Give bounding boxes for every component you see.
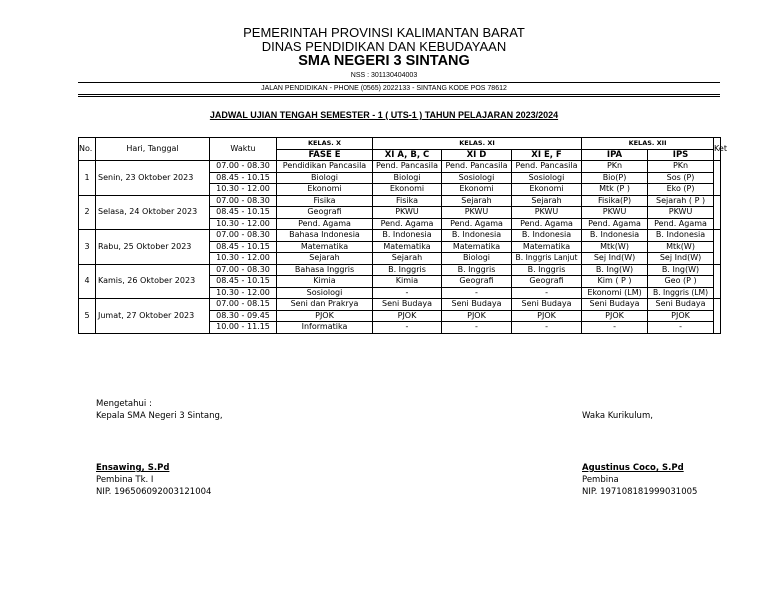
column-header-xi-ef: XI E, F <box>512 149 582 161</box>
subject-cell: B. Inggris <box>512 264 582 276</box>
government-name: PEMERINTAH PROVINSI KALIMANTAN BARAT <box>243 25 525 40</box>
table-row <box>79 230 721 242</box>
subject-cell: Seni Budaya <box>442 299 512 311</box>
subject-cell: PJOK <box>373 310 442 322</box>
subject-cell: PKn <box>648 161 714 173</box>
time-cell: 08.45 - 10.15 <box>210 172 277 184</box>
subject-cell: Pend. Agama <box>277 218 373 230</box>
subject-cell: Geografi <box>512 276 582 288</box>
subject-cell: Bahasa Inggris <box>277 264 373 276</box>
day-date: Rabu, 25 Oktober 2023 <box>96 230 210 265</box>
ket-cell <box>714 264 721 299</box>
subject-cell: Fisika(P) <box>582 195 648 207</box>
table-row <box>79 161 721 173</box>
time-cell: 08.45 - 10.15 <box>210 207 277 219</box>
ket-cell <box>714 230 721 265</box>
subject-cell: B. Indonesia <box>648 230 714 242</box>
subject-cell: - <box>373 322 442 334</box>
school-nss: NSS : 301130404003 <box>350 72 418 79</box>
column-header-xi-d: XI D <box>442 149 512 161</box>
time-cell: 10.30 - 12.00 <box>210 253 277 265</box>
subject-cell: Sej Ind(W) <box>582 253 648 265</box>
column-header-ipa: IPA <box>582 149 648 161</box>
subject-cell: - <box>442 322 512 334</box>
school-name: SMA NEGERI 3 SINTANG <box>298 53 470 69</box>
time-cell: 07.00 - 08.30 <box>210 264 277 276</box>
subject-cell: Seni Budaya <box>582 299 648 311</box>
time-cell: 07.00 - 08.15 <box>210 299 277 311</box>
subject-cell: PJOK <box>648 310 714 322</box>
subject-cell: Sejarah <box>442 195 512 207</box>
column-header-kelas-xi: KELAS. XI <box>373 138 582 150</box>
subject-cell: Mtk (P ) <box>582 184 648 196</box>
subject-cell: Seni Budaya <box>648 299 714 311</box>
subject-cell: Mtk(W) <box>648 241 714 253</box>
subject-cell: Pend. Agama <box>373 218 442 230</box>
subject-cell: Pend. Agama <box>512 218 582 230</box>
subject-cell: - <box>512 287 582 299</box>
subject-cell: Matematika <box>512 241 582 253</box>
ket-cell <box>714 195 721 230</box>
day-number: 2 <box>79 195 96 230</box>
time-cell: 08.45 - 10.15 <box>210 276 277 288</box>
subject-cell: B. Inggris <box>442 264 512 276</box>
subject-cell: Sosiologi <box>442 172 512 184</box>
day-number: 5 <box>79 299 96 334</box>
column-header-fase-e: FASE E <box>277 149 373 161</box>
time-cell: 07.00 - 08.30 <box>210 195 277 207</box>
subject-cell: PKWU <box>648 207 714 219</box>
subject-cell: Informatika <box>277 322 373 334</box>
column-header-ips: IPS <box>648 149 714 161</box>
subject-cell: Ekonomi <box>277 184 373 196</box>
schedule-title: JADWAL UJIAN TENGAH SEMESTER - 1 ( UTS-1 ) TAHUN PELAJARAN 2023/2024 <box>209 110 559 120</box>
subject-cell: Sejarah <box>277 253 373 265</box>
curriculum-vice-signature-block <box>582 410 697 498</box>
column-header-kelas-x: KELAS. X <box>277 138 373 150</box>
subject-cell: Mtk(W) <box>582 241 648 253</box>
time-cell: 07.00 - 08.30 <box>210 230 277 242</box>
time-cell: 07.00 - 08.30 <box>210 161 277 173</box>
day-date: Jumat, 27 Oktober 2023 <box>96 299 210 334</box>
subject-cell: PJOK <box>442 310 512 322</box>
subject-cell: Pend. Agama <box>582 218 648 230</box>
subject-cell: Ekonomi <box>512 184 582 196</box>
subject-cell: Sejarah <box>373 253 442 265</box>
time-cell: 10.30 - 12.00 <box>210 218 277 230</box>
header-divider <box>78 94 720 95</box>
curriculum-vice-nip: NIP. 197108181999031005 <box>582 487 698 497</box>
exam-schedule-table <box>78 137 727 334</box>
day-number: 4 <box>79 264 96 299</box>
acknowledged-label: Mengetahui : <box>96 399 152 409</box>
subject-cell: Kim ( P ) <box>582 276 648 288</box>
subject-cell: Seni dan Prakrya <box>277 299 373 311</box>
day-number: 1 <box>79 161 96 196</box>
column-header-ket: Ket <box>714 138 721 161</box>
subject-cell: Ekonomi <box>373 184 442 196</box>
curriculum-vice-rank: Pembina <box>582 475 619 485</box>
curriculum-vice-name: Agustinus Coco, S.Pd <box>582 463 684 473</box>
time-cell: 10.30 - 12.00 <box>210 287 277 299</box>
department-name: DINAS PENDIDIKAN DAN KEBUDAYAAN <box>261 39 507 54</box>
subject-cell: - <box>582 322 648 334</box>
subject-cell: PKWU <box>442 207 512 219</box>
header-divider <box>78 96 720 97</box>
subject-cell: Sejarah <box>512 195 582 207</box>
subject-cell: B. Indonesia <box>373 230 442 242</box>
subject-cell: B. Indonesia <box>582 230 648 242</box>
principal-title: Kepala SMA Negeri 3 Sintang, <box>96 411 223 421</box>
time-cell: 08.45 - 10.15 <box>210 241 277 253</box>
subject-cell: Pend. Agama <box>442 218 512 230</box>
subject-cell: Sej Ind(W) <box>648 253 714 265</box>
ket-cell <box>714 161 721 196</box>
time-cell: 08.30 - 09.45 <box>210 310 277 322</box>
table-row <box>79 264 721 276</box>
subject-cell: Pendidikan Pancasila <box>277 161 373 173</box>
subject-cell: Pend. Pancasila <box>512 161 582 173</box>
day-date: Selasa, 24 Oktober 2023 <box>96 195 210 230</box>
subject-cell: B. Indonesia <box>442 230 512 242</box>
subject-cell: PJOK <box>582 310 648 322</box>
curriculum-vice-title: Waka Kurikulum, <box>582 411 653 421</box>
table-row <box>79 195 721 207</box>
ket-cell <box>714 299 721 334</box>
subject-cell: Ekonomi <box>442 184 512 196</box>
subject-cell: Kimia <box>277 276 373 288</box>
subject-cell: PJOK <box>277 310 373 322</box>
subject-cell: Sejarah ( P ) <box>648 195 714 207</box>
subject-cell: Kimia <box>373 276 442 288</box>
subject-cell: Geografi <box>277 207 373 219</box>
subject-cell: PJOK <box>512 310 582 322</box>
subject-cell: B. Inggris <box>373 264 442 276</box>
subject-cell: Geo (P ) <box>648 276 714 288</box>
subject-cell: Sos (P) <box>648 172 714 184</box>
subject-cell: Pend. Agama <box>648 218 714 230</box>
principal-name: Ensawing, S.Pd <box>96 463 170 473</box>
subject-cell: B. Indonesia <box>512 230 582 242</box>
subject-cell: - <box>648 322 714 334</box>
day-number: 3 <box>79 230 96 265</box>
school-address: JALAN PENDIDIKAN - PHONE (0565) 2022133 - SINTANG KODE POS 78612 <box>261 85 507 92</box>
subject-cell: - <box>442 287 512 299</box>
subject-cell: PKWU <box>373 207 442 219</box>
subject-cell: PKWU <box>582 207 648 219</box>
subject-cell: Pend. Pancasila <box>373 161 442 173</box>
principal-signature-block <box>96 398 223 498</box>
subject-cell: Biologi <box>277 172 373 184</box>
column-header-kelas-xii: KELAS. XII <box>582 138 714 150</box>
subject-cell: Pend. Pancasila <box>442 161 512 173</box>
subject-cell: B. Ing(W) <box>648 264 714 276</box>
day-date: Kamis, 26 Oktober 2023 <box>96 264 210 299</box>
subject-cell: B. Inggris Lanjut <box>512 253 582 265</box>
column-header-xi-abc: XI A, B, C <box>373 149 442 161</box>
day-date: Senin, 23 Oktober 2023 <box>96 161 210 196</box>
subject-cell: Matematika <box>277 241 373 253</box>
principal-nip: NIP. 196506092003121004 <box>96 487 212 497</box>
principal-rank: Pembina Tk. I <box>96 475 154 485</box>
header-divider <box>78 82 720 83</box>
subject-cell: Eko (P) <box>648 184 714 196</box>
subject-cell: Seni Budaya <box>373 299 442 311</box>
table-row <box>79 299 721 311</box>
subject-cell: Geografi <box>442 276 512 288</box>
subject-cell: B. Inggris (LM) <box>648 287 714 299</box>
subject-cell: Bahasa Indonesia <box>277 230 373 242</box>
subject-cell: B. Ing(W) <box>582 264 648 276</box>
subject-cell: Fisika <box>277 195 373 207</box>
subject-cell: Matematika <box>442 241 512 253</box>
subject-cell: Sosiologi <box>512 172 582 184</box>
subject-cell: Biologi <box>442 253 512 265</box>
subject-cell: PKn <box>582 161 648 173</box>
time-cell: 10.00 - 11.15 <box>210 322 277 334</box>
subject-cell: Ekonomi (LM) <box>582 287 648 299</box>
subject-cell: PKWU <box>512 207 582 219</box>
subject-cell: Matematika <box>373 241 442 253</box>
subject-cell: Fisika <box>373 195 442 207</box>
subject-cell: - <box>512 322 582 334</box>
subject-cell: Sosiologi <box>277 287 373 299</box>
column-header-time: Waktu <box>210 138 277 161</box>
column-header-no: No. <box>79 138 96 161</box>
time-cell: 10.30 - 12.00 <box>210 184 277 196</box>
column-header-day: Hari, Tanggal <box>96 138 210 161</box>
subject-cell: Biologi <box>373 172 442 184</box>
subject-cell: Seni Budaya <box>512 299 582 311</box>
subject-cell: Bio(P) <box>582 172 648 184</box>
subject-cell: - <box>373 287 442 299</box>
